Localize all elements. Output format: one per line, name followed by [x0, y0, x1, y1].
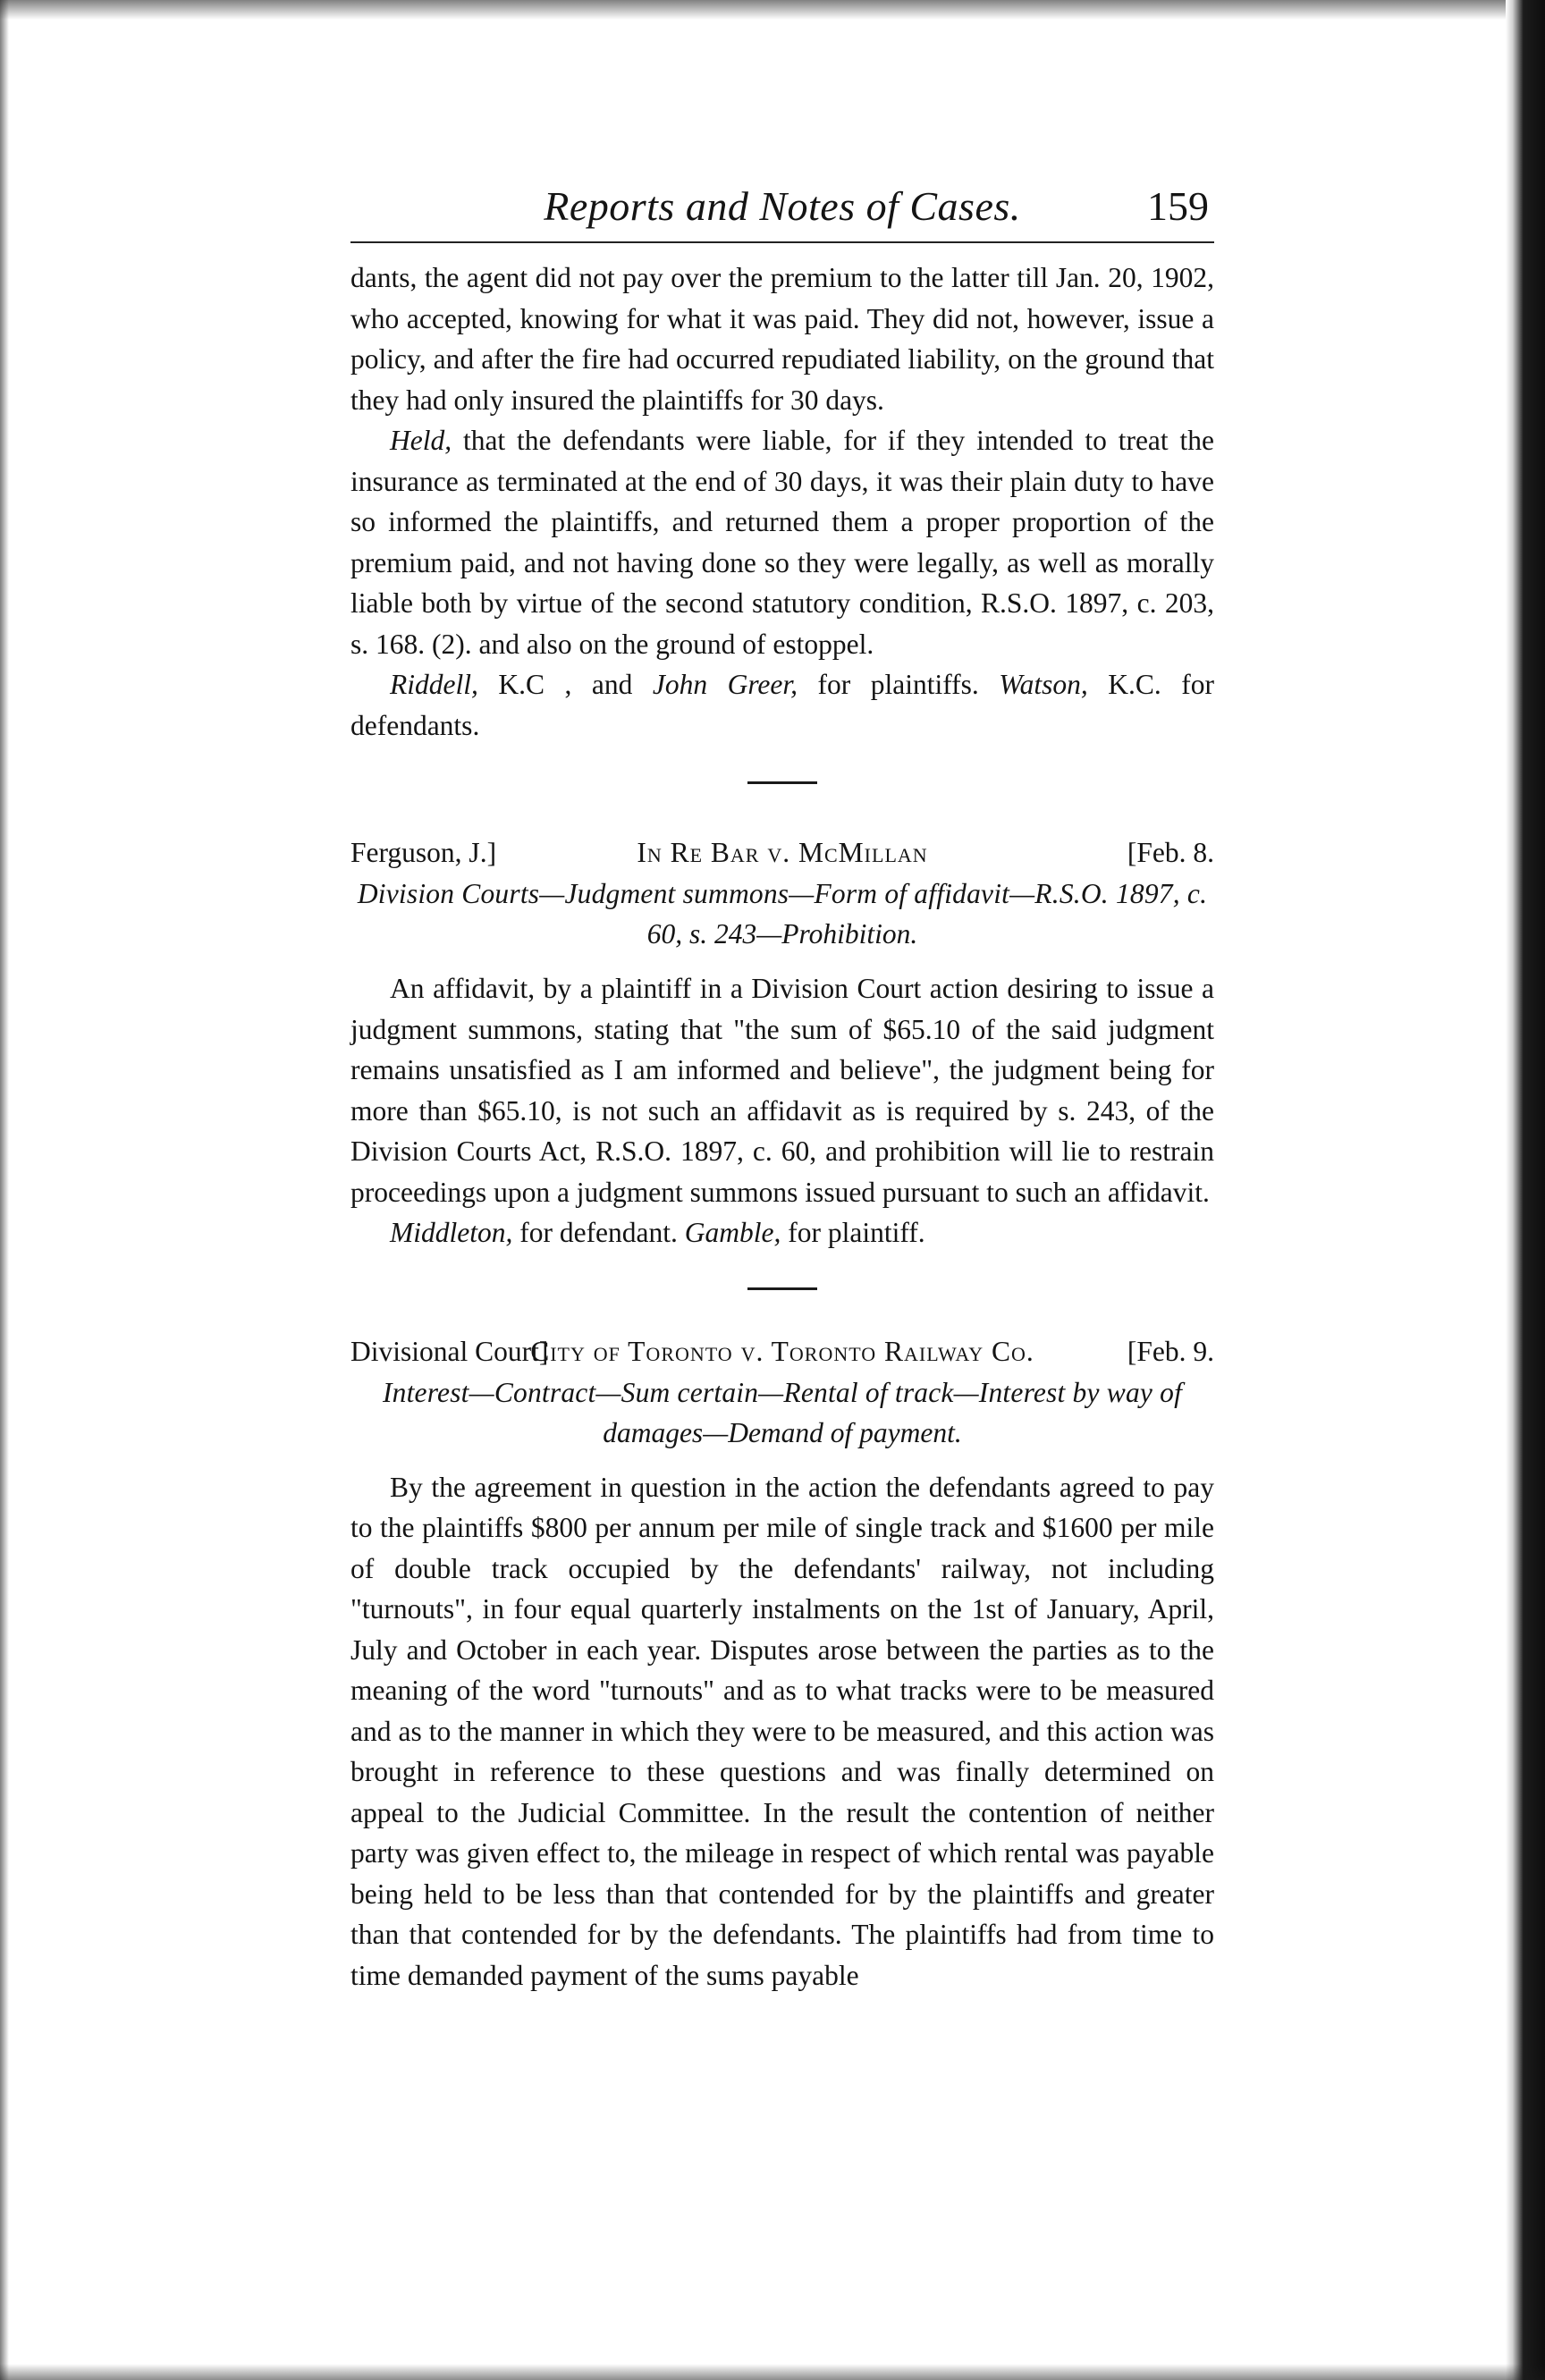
scan-binding-edge	[1506, 0, 1545, 2380]
case-headnote: Interest—Contract—Sum certain—Rental of track—Interest by way of	[382, 1376, 1183, 1408]
counsel-name: Riddell,	[390, 669, 478, 700]
section-divider	[747, 781, 817, 784]
running-head	[350, 170, 1214, 243]
page-number: 159	[1147, 183, 1209, 229]
case-headnote: Division Courts—Judgment summons—Form of affidavit—R.S.O. 1897, c.	[357, 878, 1208, 909]
case-title: City of Toronto v. Toronto Railway Co.	[530, 1335, 1034, 1367]
case-judge: Divisional Court]	[350, 1335, 549, 1367]
case-body: By the agreement in question in the action the defendants agreed to pay to the plaintiffs $800 per annum per mile of single track and $1600 per mile of double track occupied by the defendants' railway, not including "turnouts", in four equal quarterly instalments on the 1st of January, April, July and October in each year. Disputes arose between the parties as to the meaning of the word "turnouts" and as to what tracks were to be measured and as to the manner in which they were to be measured, and this action was brought in reference to these questions and was finally determined on appeal to the Judicial Committee. In the result the contention of neither party was given effect to, the mileage in respect of which rental was payable being held to be less than that contended for by the plaintiffs and greater than that contended for by the defendants. The plaintiffs had from time to time demanded payment of the sums payable	[350, 1471, 1214, 1991]
held-label: Held,	[390, 425, 452, 456]
counsel-name: Middleton,	[390, 1217, 513, 1248]
counsel-text: K.C , and	[477, 669, 653, 700]
counsel-text: for plaintiff.	[781, 1217, 925, 1248]
counsel-name: Watson,	[999, 669, 1088, 700]
case-heading	[350, 832, 1214, 874]
held-paragraph	[350, 420, 1214, 664]
case-judge: Ferguson, J.]	[350, 837, 497, 868]
continued-paragraph: dants, the agent did not pay over the premium to the latter till Jan. 20, 1902, who accepted, knowing for what it was paid. They did not, however, issue a policy, and after the fire had occurred repudiated liability, on the ground that they had only insured the plaintiffs for 30 days.	[350, 262, 1214, 416]
scan-shadow-top	[0, 0, 1545, 20]
counsel-text: for defendant.	[512, 1217, 685, 1248]
case-heading	[350, 1331, 1214, 1372]
counsel-text: for plaintiffs.	[798, 669, 1000, 700]
counsel-line-1	[350, 664, 1214, 746]
counsel-text: K.C. for defendants.	[350, 669, 1214, 741]
document-page	[350, 170, 1214, 1996]
case-title: In Re Bar v. McMillan	[637, 837, 928, 868]
counsel-name: Gamble,	[684, 1217, 781, 1248]
counsel-name: John Greer,	[652, 669, 798, 700]
case-date: [Feb. 9.	[1127, 1335, 1214, 1367]
case-body: An affidavit, by a plaintiff in a Division Court action desiring to issue a judgment summons, stating that "the sum of $65.10 of the said judgment remains unsatisfied as I am informed and believe", the judgment being for more than $65.10, is not such an affidavit as is required by s. 243, of the Division Courts Act, R.S.O. 1897, c. 60, and prohibition will lie to restrain proceedings upon a judgment summons issued pursuant to such an affidavit.	[350, 973, 1214, 1208]
counsel-line-2	[350, 1212, 1214, 1253]
scan-shadow-left	[0, 0, 9, 2380]
case-headnote: 60, s. 243—Prohibition.	[646, 918, 918, 949]
running-title: Reports and Notes of Cases.	[544, 183, 1021, 229]
held-text: that the defendants were liable, for if they intended to treat the insurance as terminated at the end of 30 days, it was their plain duty to have so informed the plaintiffs, and returned them a proper proportion of the premium paid, and not having done so they were legally, as well as morally liable both by virtue of the second statutory condition, R.S.O. 1897, c. 203, s. 168. (2). and also on the ground of estoppel.	[350, 425, 1214, 660]
section-divider	[747, 1287, 817, 1290]
case-headnote: damages—Demand of payment.	[603, 1416, 962, 1448]
scan-shadow-bottom	[0, 2364, 1545, 2380]
case-date: [Feb. 8.	[1127, 837, 1214, 868]
